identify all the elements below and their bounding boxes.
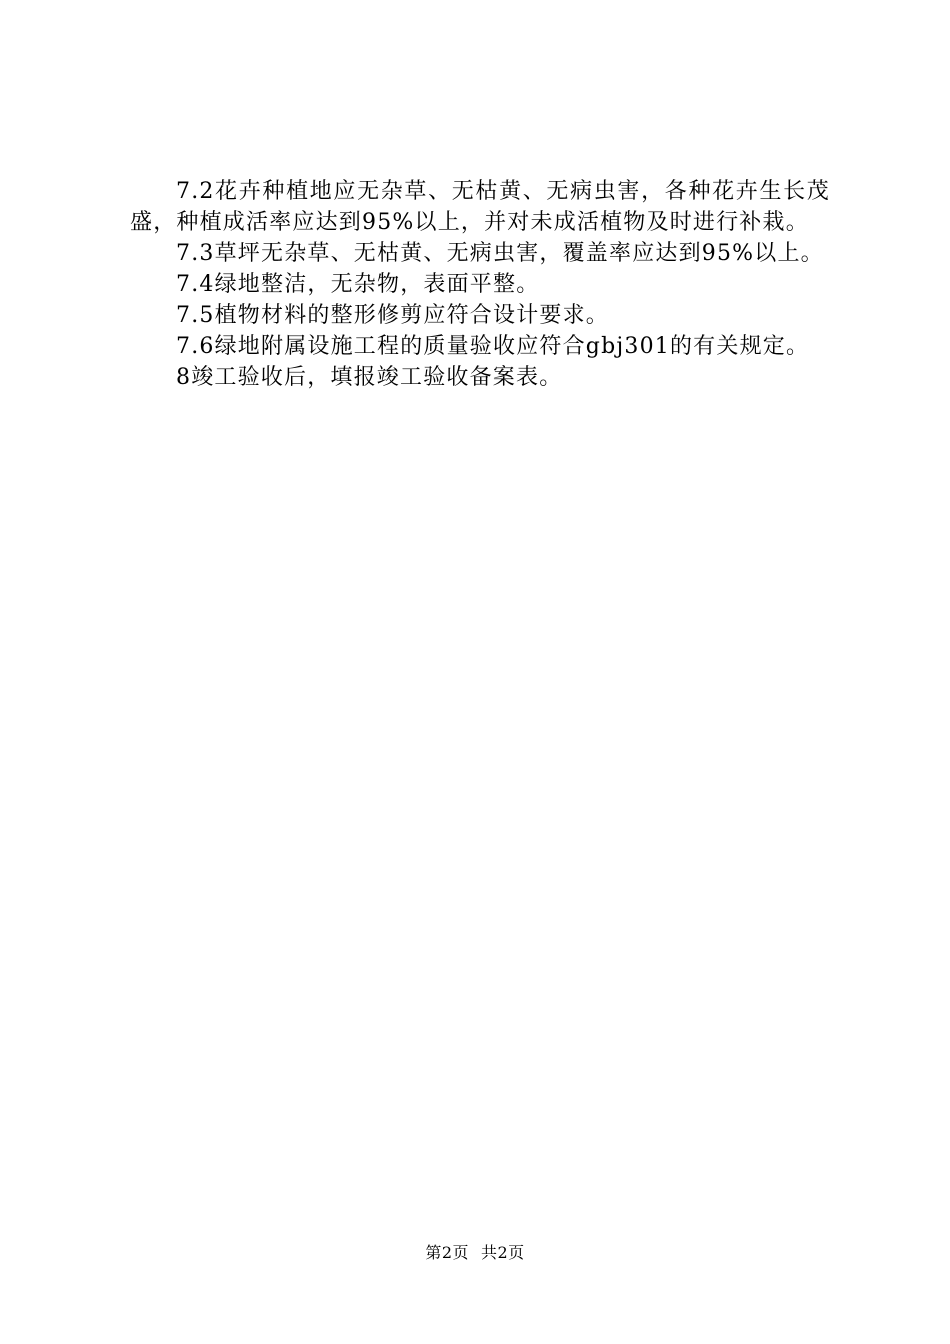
document-body [130,176,830,393]
page-number-current: 第2页 [425,1243,469,1262]
paragraph-7-4: 7.4绿地整洁，无杂物，表面平整。 [176,272,540,297]
paragraph-8: 8竣工验收后，填报竣工验收备案表。 [176,365,563,390]
paragraph-7-5: 7.5植物材料的整形修剪应符合设计要求。 [176,303,609,328]
paragraph-7-6: 7.6绿地附属设施工程的质量验收应符合gbj301的有关规定。 [176,334,810,359]
paragraph-7-2: 7.2花卉种植地应无杂草、无枯黄、无病虫害，各种花卉生长茂盛，种植成活率应达到95%以上，并对未成活植物及时进行补栽。 [130,179,830,235]
page-number-total: 共2页 [481,1243,525,1262]
paragraph-7-3: 7.3草坪无杂草、无枯黄、无病虫害，覆盖率应达到95%以上。 [176,241,824,266]
page-footer [0,1243,950,1263]
